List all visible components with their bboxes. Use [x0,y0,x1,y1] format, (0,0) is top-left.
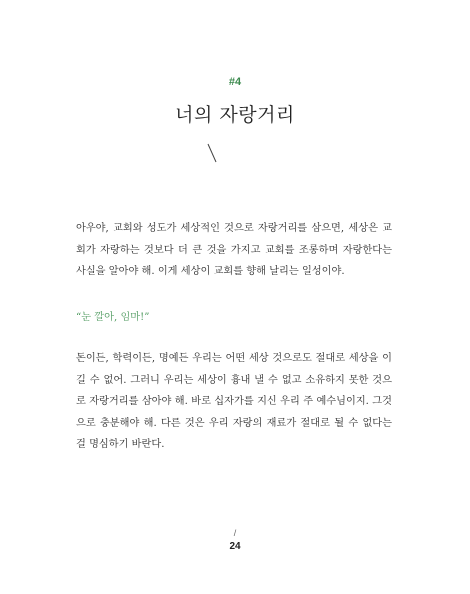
page-number: 24 [229,541,241,552]
body-paragraph-2: 돈이든, 학력이든, 명예든 우리는 어떤 세상 것으로도 절대로 세상을 이길 수 없어. 그러니 우리는 세상이 흉내 낼 수 없고 소유하지 못한 것으로 자랑거리를 삼아야 해. 바로 십자가를 지신 우리 주 예수님이지. 그것으로 충분해야 해. 다른 것은 우리 자랑의 재료가 절대로 될 수 없다는 걸 명심하기 바란다. [76,353,392,450]
decorative-slash-icon [205,143,219,163]
body-paragraph-1: 아우야, 교회와 성도가 세상적인 것으로 자랑거리를 삼으면, 세상은 교회가 자랑하는 것보다 더 큰 것을 가지고 교회를 조롱하며 자랑한다는 사실을 알아야 해. 이게 세상이 교회를 향해 날리는 일성이야. [76,223,392,277]
quote-line: “눈 깔아, 임마!” [76,312,150,323]
chapter-number: #4 [228,76,242,88]
chapter-title: 너의 자랑거리 [175,104,295,126]
footer-divider: / [233,528,237,538]
